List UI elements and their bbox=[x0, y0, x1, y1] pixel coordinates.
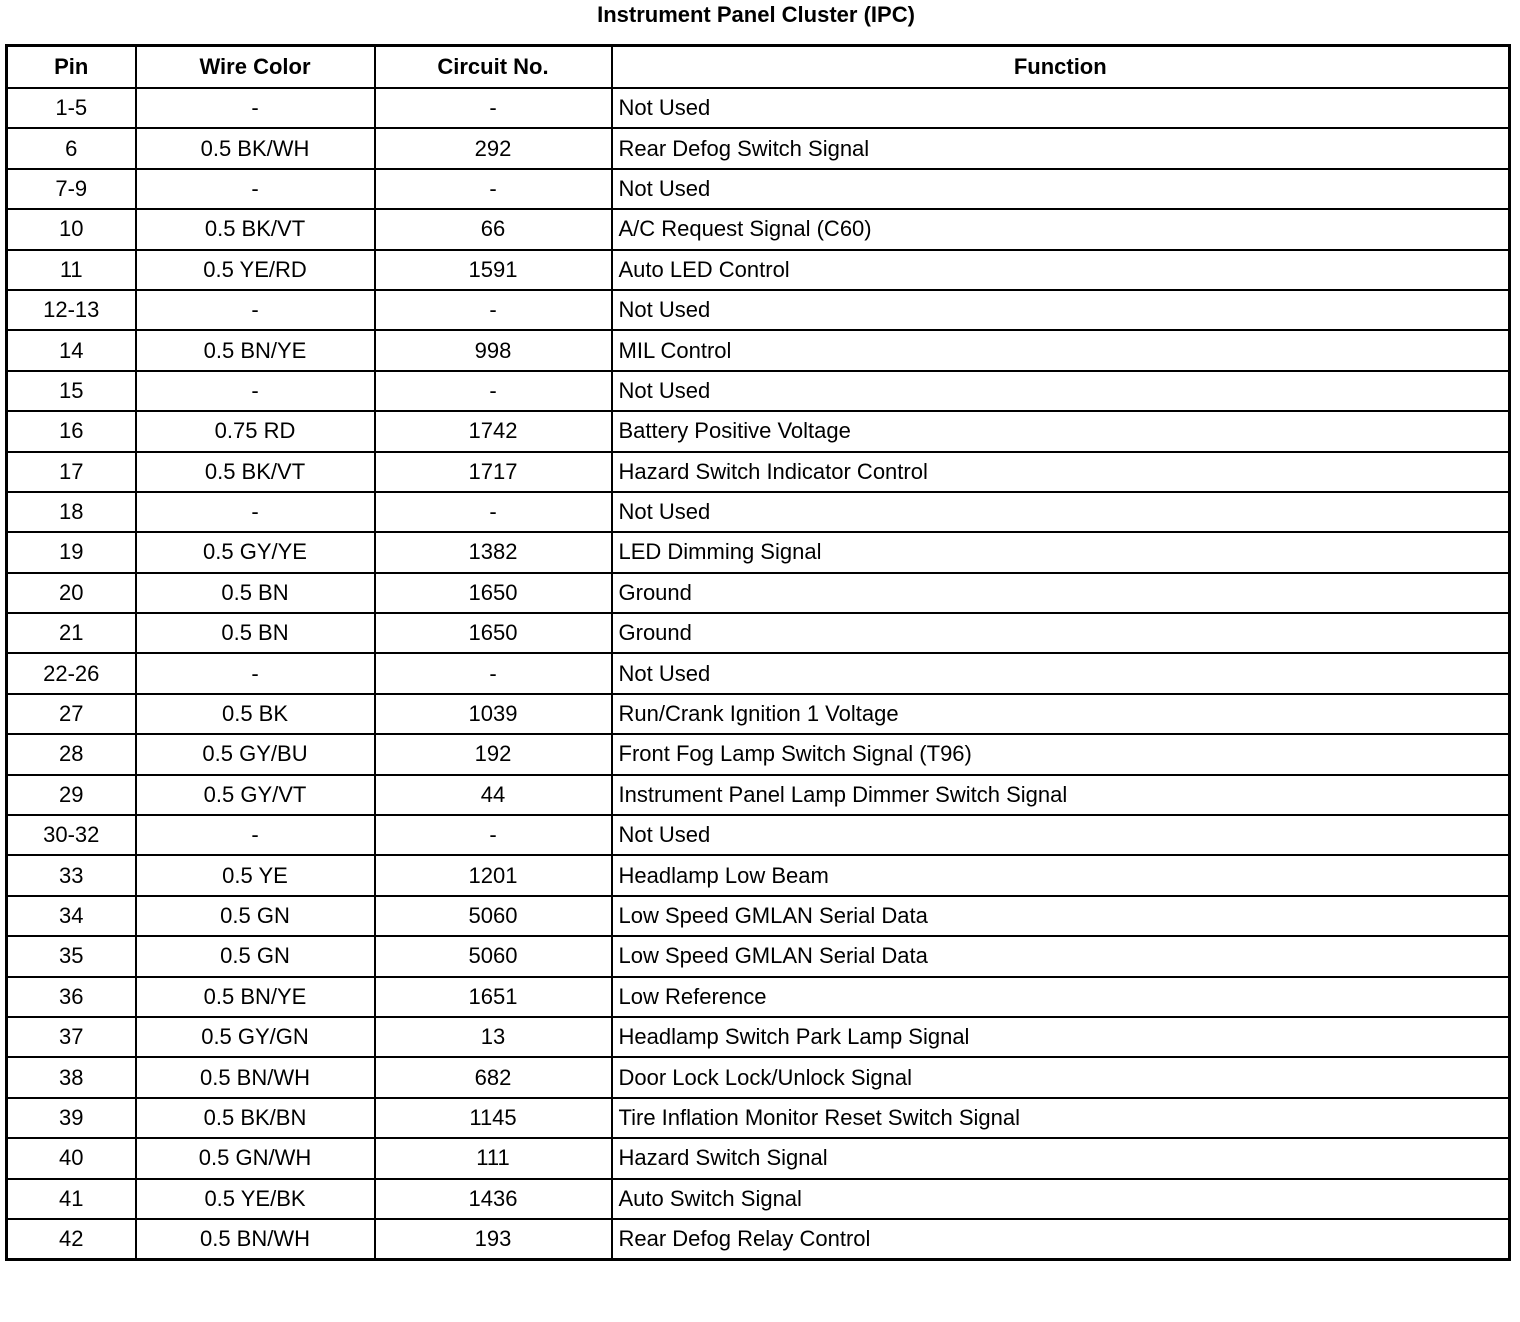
wire-color-cell: 0.5 BN bbox=[136, 613, 375, 653]
circuit-no-cell: 193 bbox=[375, 1219, 612, 1260]
circuit-no-cell: 1742 bbox=[375, 411, 612, 451]
wire-color-cell: 0.5 BK/BN bbox=[136, 1098, 375, 1138]
pin-cell: 38 bbox=[7, 1057, 136, 1097]
circuit-no-cell: - bbox=[375, 492, 612, 532]
function-cell: LED Dimming Signal bbox=[612, 532, 1510, 572]
pin-cell: 10 bbox=[7, 209, 136, 249]
wire-color-cell: - bbox=[136, 492, 375, 532]
circuit-no-cell: 1650 bbox=[375, 573, 612, 613]
table-row bbox=[7, 492, 1510, 532]
table-row bbox=[7, 775, 1510, 815]
wire-color-cell: 0.5 BN bbox=[136, 573, 375, 613]
function-cell: Auto LED Control bbox=[612, 250, 1510, 290]
wire-color-cell: - bbox=[136, 88, 375, 128]
table-row bbox=[7, 371, 1510, 411]
function-cell: Rear Defog Switch Signal bbox=[612, 128, 1510, 168]
pin-cell: 19 bbox=[7, 532, 136, 572]
wire-color-cell: 0.5 GY/BU bbox=[136, 734, 375, 774]
table-row bbox=[7, 653, 1510, 693]
table-row bbox=[7, 694, 1510, 734]
function-cell: Ground bbox=[612, 613, 1510, 653]
function-cell: A/C Request Signal (C60) bbox=[612, 209, 1510, 249]
pin-cell: 28 bbox=[7, 734, 136, 774]
wire-color-cell: 0.5 BK/VT bbox=[136, 452, 375, 492]
function-cell: Auto Switch Signal bbox=[612, 1179, 1510, 1219]
table-row bbox=[7, 1179, 1510, 1219]
wire-color-cell: 0.5 BN/WH bbox=[136, 1057, 375, 1097]
pin-cell: 36 bbox=[7, 977, 136, 1017]
table-row bbox=[7, 977, 1510, 1017]
pin-cell: 14 bbox=[7, 330, 136, 370]
table-row bbox=[7, 330, 1510, 370]
circuit-no-cell: - bbox=[375, 290, 612, 330]
function-cell: Low Speed GMLAN Serial Data bbox=[612, 896, 1510, 936]
wire-color-cell: 0.5 YE/BK bbox=[136, 1179, 375, 1219]
table-header-row bbox=[7, 46, 1510, 89]
function-cell: Not Used bbox=[612, 290, 1510, 330]
wire-color-cell: 0.5 GN bbox=[136, 896, 375, 936]
pin-cell: 17 bbox=[7, 452, 136, 492]
circuit-no-cell: 1436 bbox=[375, 1179, 612, 1219]
pin-cell: 41 bbox=[7, 1179, 136, 1219]
wire-color-cell: - bbox=[136, 371, 375, 411]
wire-color-cell: 0.5 GN bbox=[136, 936, 375, 976]
circuit-no-cell: - bbox=[375, 169, 612, 209]
function-cell: Front Fog Lamp Switch Signal (T96) bbox=[612, 734, 1510, 774]
wire-color-cell: - bbox=[136, 169, 375, 209]
circuit-no-cell: 682 bbox=[375, 1057, 612, 1097]
circuit-no-cell: 5060 bbox=[375, 896, 612, 936]
function-cell: Low Reference bbox=[612, 977, 1510, 1017]
pin-cell: 11 bbox=[7, 250, 136, 290]
pin-cell: 34 bbox=[7, 896, 136, 936]
pin-cell: 12-13 bbox=[7, 290, 136, 330]
table-row bbox=[7, 88, 1510, 128]
header-circuit-no: Circuit No. bbox=[375, 46, 612, 89]
circuit-no-cell: - bbox=[375, 815, 612, 855]
wire-color-cell: 0.5 BN/WH bbox=[136, 1219, 375, 1260]
wire-color-cell: 0.5 YE/RD bbox=[136, 250, 375, 290]
wire-color-cell: 0.5 BK bbox=[136, 694, 375, 734]
table-row bbox=[7, 573, 1510, 613]
table-row bbox=[7, 1138, 1510, 1178]
circuit-no-cell: 66 bbox=[375, 209, 612, 249]
wire-color-cell: 0.5 GY/VT bbox=[136, 775, 375, 815]
function-cell: Headlamp Low Beam bbox=[612, 855, 1510, 895]
function-cell: Rear Defog Relay Control bbox=[612, 1219, 1510, 1260]
pin-cell: 40 bbox=[7, 1138, 136, 1178]
pin-cell: 7-9 bbox=[7, 169, 136, 209]
function-cell: Low Speed GMLAN Serial Data bbox=[612, 936, 1510, 976]
wire-color-cell: 0.5 GY/YE bbox=[136, 532, 375, 572]
header-wire-color: Wire Color bbox=[136, 46, 375, 89]
header-function: Function bbox=[612, 46, 1510, 89]
circuit-no-cell: 1591 bbox=[375, 250, 612, 290]
pin-cell: 20 bbox=[7, 573, 136, 613]
circuit-no-cell: - bbox=[375, 653, 612, 693]
wire-color-cell: 0.5 BN/YE bbox=[136, 330, 375, 370]
pinout-table bbox=[5, 44, 1511, 1261]
wire-color-cell: 0.5 BN/YE bbox=[136, 977, 375, 1017]
function-cell: Instrument Panel Lamp Dimmer Switch Signal bbox=[612, 775, 1510, 815]
table-row bbox=[7, 936, 1510, 976]
pin-cell: 18 bbox=[7, 492, 136, 532]
function-cell: Hazard Switch Signal bbox=[612, 1138, 1510, 1178]
function-cell: Headlamp Switch Park Lamp Signal bbox=[612, 1017, 1510, 1057]
table-row bbox=[7, 209, 1510, 249]
function-cell: Not Used bbox=[612, 169, 1510, 209]
pin-cell: 39 bbox=[7, 1098, 136, 1138]
function-cell: Not Used bbox=[612, 371, 1510, 411]
circuit-no-cell: 1651 bbox=[375, 977, 612, 1017]
circuit-no-cell: 1039 bbox=[375, 694, 612, 734]
table-row bbox=[7, 855, 1510, 895]
circuit-no-cell: 998 bbox=[375, 330, 612, 370]
circuit-no-cell: 1382 bbox=[375, 532, 612, 572]
table-row bbox=[7, 734, 1510, 774]
function-cell: Not Used bbox=[612, 492, 1510, 532]
table-row bbox=[7, 896, 1510, 936]
wire-color-cell: 0.5 GY/GN bbox=[136, 1017, 375, 1057]
pin-cell: 6 bbox=[7, 128, 136, 168]
table-row bbox=[7, 128, 1510, 168]
circuit-no-cell: 44 bbox=[375, 775, 612, 815]
function-cell: Not Used bbox=[612, 815, 1510, 855]
pin-cell: 33 bbox=[7, 855, 136, 895]
page-title: Instrument Panel Cluster (IPC) bbox=[597, 2, 915, 27]
pin-cell: 21 bbox=[7, 613, 136, 653]
pin-cell: 1-5 bbox=[7, 88, 136, 128]
pin-cell: 42 bbox=[7, 1219, 136, 1260]
wire-color-cell: - bbox=[136, 290, 375, 330]
circuit-no-cell: 1717 bbox=[375, 452, 612, 492]
wire-color-cell: - bbox=[136, 653, 375, 693]
function-cell: Not Used bbox=[612, 653, 1510, 693]
function-cell: Battery Positive Voltage bbox=[612, 411, 1510, 451]
pin-cell: 27 bbox=[7, 694, 136, 734]
function-cell: Hazard Switch Indicator Control bbox=[612, 452, 1510, 492]
pin-cell: 35 bbox=[7, 936, 136, 976]
function-cell: Ground bbox=[612, 573, 1510, 613]
wire-color-cell: 0.5 GN/WH bbox=[136, 1138, 375, 1178]
table-row bbox=[7, 532, 1510, 572]
circuit-no-cell: - bbox=[375, 88, 612, 128]
function-cell: Not Used bbox=[612, 88, 1510, 128]
table-row bbox=[7, 1017, 1510, 1057]
circuit-no-cell: 13 bbox=[375, 1017, 612, 1057]
circuit-no-cell: - bbox=[375, 371, 612, 411]
circuit-no-cell: 111 bbox=[375, 1138, 612, 1178]
circuit-no-cell: 1201 bbox=[375, 855, 612, 895]
pin-cell: 22-26 bbox=[7, 653, 136, 693]
circuit-no-cell: 192 bbox=[375, 734, 612, 774]
circuit-no-cell: 1650 bbox=[375, 613, 612, 653]
wire-color-cell: 0.75 RD bbox=[136, 411, 375, 451]
function-cell: MIL Control bbox=[612, 330, 1510, 370]
table-body bbox=[7, 88, 1510, 1260]
table-row bbox=[7, 613, 1510, 653]
pin-cell: 37 bbox=[7, 1017, 136, 1057]
function-cell: Run/Crank Ignition 1 Voltage bbox=[612, 694, 1510, 734]
wire-color-cell: 0.5 BK/VT bbox=[136, 209, 375, 249]
table-row bbox=[7, 1219, 1510, 1260]
pin-cell: 16 bbox=[7, 411, 136, 451]
wire-color-cell: 0.5 BK/WH bbox=[136, 128, 375, 168]
circuit-no-cell: 292 bbox=[375, 128, 612, 168]
function-cell: Door Lock Lock/Unlock Signal bbox=[612, 1057, 1510, 1097]
wire-color-cell: - bbox=[136, 815, 375, 855]
table-row bbox=[7, 452, 1510, 492]
table-row bbox=[7, 1098, 1510, 1138]
pin-cell: 29 bbox=[7, 775, 136, 815]
table-row bbox=[7, 250, 1510, 290]
pin-cell: 15 bbox=[7, 371, 136, 411]
circuit-no-cell: 1145 bbox=[375, 1098, 612, 1138]
table-row bbox=[7, 290, 1510, 330]
function-cell: Tire Inflation Monitor Reset Switch Signal bbox=[612, 1098, 1510, 1138]
table-row bbox=[7, 815, 1510, 855]
circuit-no-cell: 5060 bbox=[375, 936, 612, 976]
pin-cell: 30-32 bbox=[7, 815, 136, 855]
header-pin: Pin bbox=[7, 46, 136, 89]
wire-color-cell: 0.5 YE bbox=[136, 855, 375, 895]
table-row bbox=[7, 411, 1510, 451]
table-row bbox=[7, 1057, 1510, 1097]
table-row bbox=[7, 169, 1510, 209]
